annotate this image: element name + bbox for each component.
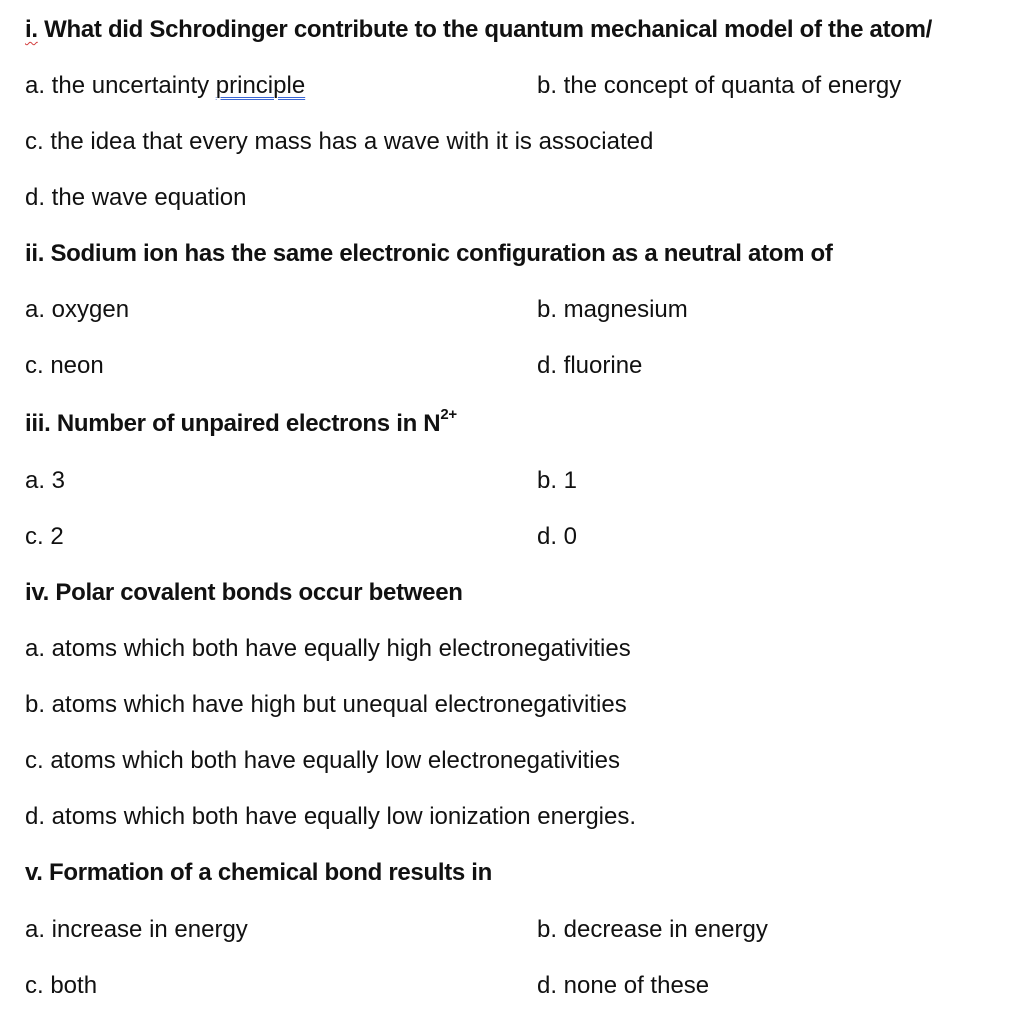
question-3 xyxy=(25,404,457,444)
question-1-option-b: b. the concept of quanta of energy xyxy=(537,72,902,99)
question-5-option-c: c. both xyxy=(25,972,98,999)
question-3-option-d: d. 0 xyxy=(537,523,578,550)
question-3-charge-superscript: 2+ xyxy=(440,406,457,423)
question-5-option-b: b. decrease in energy xyxy=(537,916,768,943)
question-3-option-a: a. 3 xyxy=(25,467,66,494)
question-4-option-c: c. atoms which both have equally low electronegativities xyxy=(25,747,620,774)
question-1 xyxy=(25,10,932,50)
question-3-option-c: c. 2 xyxy=(25,523,64,550)
question-4: iv. Polar covalent bonds occur between xyxy=(25,579,463,606)
question-5-option-a: a. increase in energy xyxy=(25,916,248,943)
question-1-option-a-underlined-word: principle xyxy=(215,72,306,99)
question-1-option-a-text: a. the uncertainty xyxy=(25,72,216,99)
question-1-option-a xyxy=(25,66,305,106)
question-2: ii. Sodium ion has the same electronic configuration as a neutral atom of xyxy=(25,240,833,267)
question-5-option-d: d. none of these xyxy=(537,972,710,999)
question-5: v. Formation of a chemical bond results in xyxy=(25,859,493,886)
question-1-number: i. xyxy=(25,16,38,43)
question-3-text: iii. Number of unpaired electrons in N xyxy=(25,410,441,437)
question-4-option-a: a. atoms which both have equally high electronegativities xyxy=(25,635,631,662)
question-2-option-b: b. magnesium xyxy=(537,296,688,323)
question-4-option-b: b. atoms which have high but unequal electronegativities xyxy=(25,691,627,718)
question-2-option-a: a. oxygen xyxy=(25,296,130,323)
question-4-option-d: d. atoms which both have equally low ionization energies. xyxy=(25,803,637,830)
question-1-option-c: c. the idea that every mass has a wave with it is associated xyxy=(25,128,654,155)
question-1-text: What did Schrodinger contribute to the quantum mechanical model of the atom/ xyxy=(37,16,933,43)
question-1-option-d: d. the wave equation xyxy=(25,184,247,211)
question-2-option-d: d. fluorine xyxy=(537,352,643,379)
question-2-option-c: c. neon xyxy=(25,352,104,379)
question-3-option-b: b. 1 xyxy=(537,467,578,494)
